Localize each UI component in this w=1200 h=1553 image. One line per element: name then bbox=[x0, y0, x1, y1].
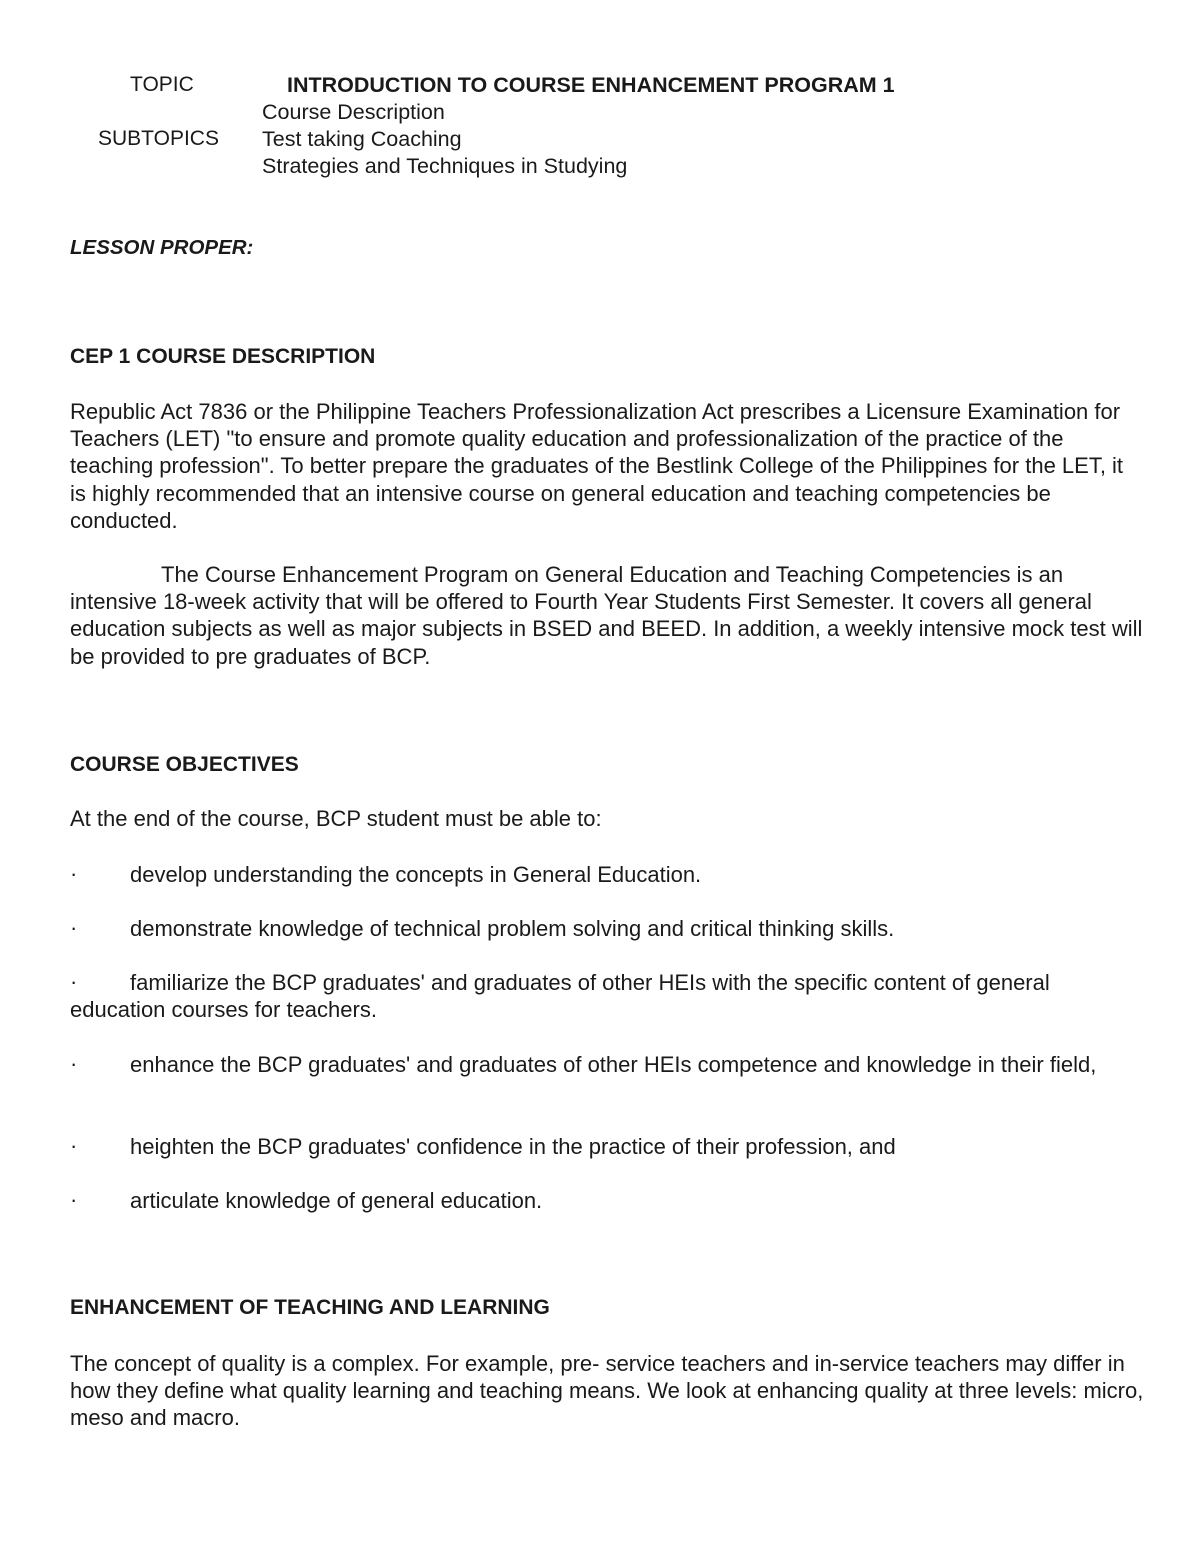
objective-item: develop understanding the concepts in General Education. bbox=[130, 862, 702, 887]
objective-item: heighten the BCP graduates' confidence in the practice of their profession, and bbox=[130, 1134, 896, 1159]
bullet-symbol: · bbox=[70, 1187, 78, 1212]
topic-label: TOPIC bbox=[130, 73, 194, 96]
objective-item: enhance the BCP graduates' and graduates of other HEIs competence and knowledge in their field, bbox=[130, 1052, 1097, 1077]
course-description-paragraph-1: Republic Act 7836 or the Philippine Teachers Professionalization Act prescribes a Licensure Examination for Teachers (LET) "to ensure and promote quality education and professionalization of the practice of the teaching profession". To better prepare the graduates of the Bestlink College of the Philippines for the LET, it is highly recommended that an intensive course on general education and teaching competencies be conducted. bbox=[70, 399, 1124, 533]
objective-item: demonstrate knowledge of technical problem solving and critical thinking skills. bbox=[130, 916, 895, 941]
subtopics-label: SUBTOPICS bbox=[98, 127, 219, 150]
objective-item: familiarize the BCP graduates' and graduates of other HEIs with the specific content of general education courses for teachers. bbox=[70, 970, 1050, 1023]
course-objectives-intro: At the end of the course, BCP student must be able to: bbox=[70, 806, 602, 831]
objective-item: articulate knowledge of general education. bbox=[130, 1188, 543, 1213]
bullet-symbol: · bbox=[70, 969, 78, 994]
lesson-proper-label: LESSON PROPER: bbox=[70, 236, 254, 259]
bullet-symbol: · bbox=[70, 861, 78, 886]
subtopic-item: Course Description bbox=[262, 100, 445, 124]
course-description-paragraph-2: The Course Enhancement Program on General Education and Teaching Competencies is an intensive 18-week activity that will be offered to Fourth Year Students First Semester. It covers all general education subjects as well as major subjects in BSED and BEED. In addition, a weekly intensive mock test will be provided to pre graduates of BCP. bbox=[70, 562, 1143, 669]
bullet-symbol: · bbox=[70, 915, 78, 940]
bullet-symbol: · bbox=[70, 1133, 78, 1158]
enhancement-heading: ENHANCEMENT OF TEACHING AND LEARNING bbox=[70, 1296, 550, 1319]
course-objectives-heading: COURSE OBJECTIVES bbox=[70, 753, 299, 776]
course-description-heading: CEP 1 COURSE DESCRIPTION bbox=[70, 345, 376, 368]
subtopic-item: Strategies and Techniques in Studying bbox=[262, 154, 628, 178]
bullet-symbol: · bbox=[70, 1051, 78, 1076]
enhancement-paragraph: The concept of quality is a complex. For example, pre- service teachers and in-service teachers may differ in how they define what quality learning and teaching means. We look at enhancing quality at three levels: micro, meso and macro. bbox=[70, 1351, 1144, 1431]
subtopic-item: Test taking Coaching bbox=[262, 127, 462, 151]
topic-title: INTRODUCTION TO COURSE ENHANCEMENT PROGRAM 1 bbox=[287, 73, 895, 97]
